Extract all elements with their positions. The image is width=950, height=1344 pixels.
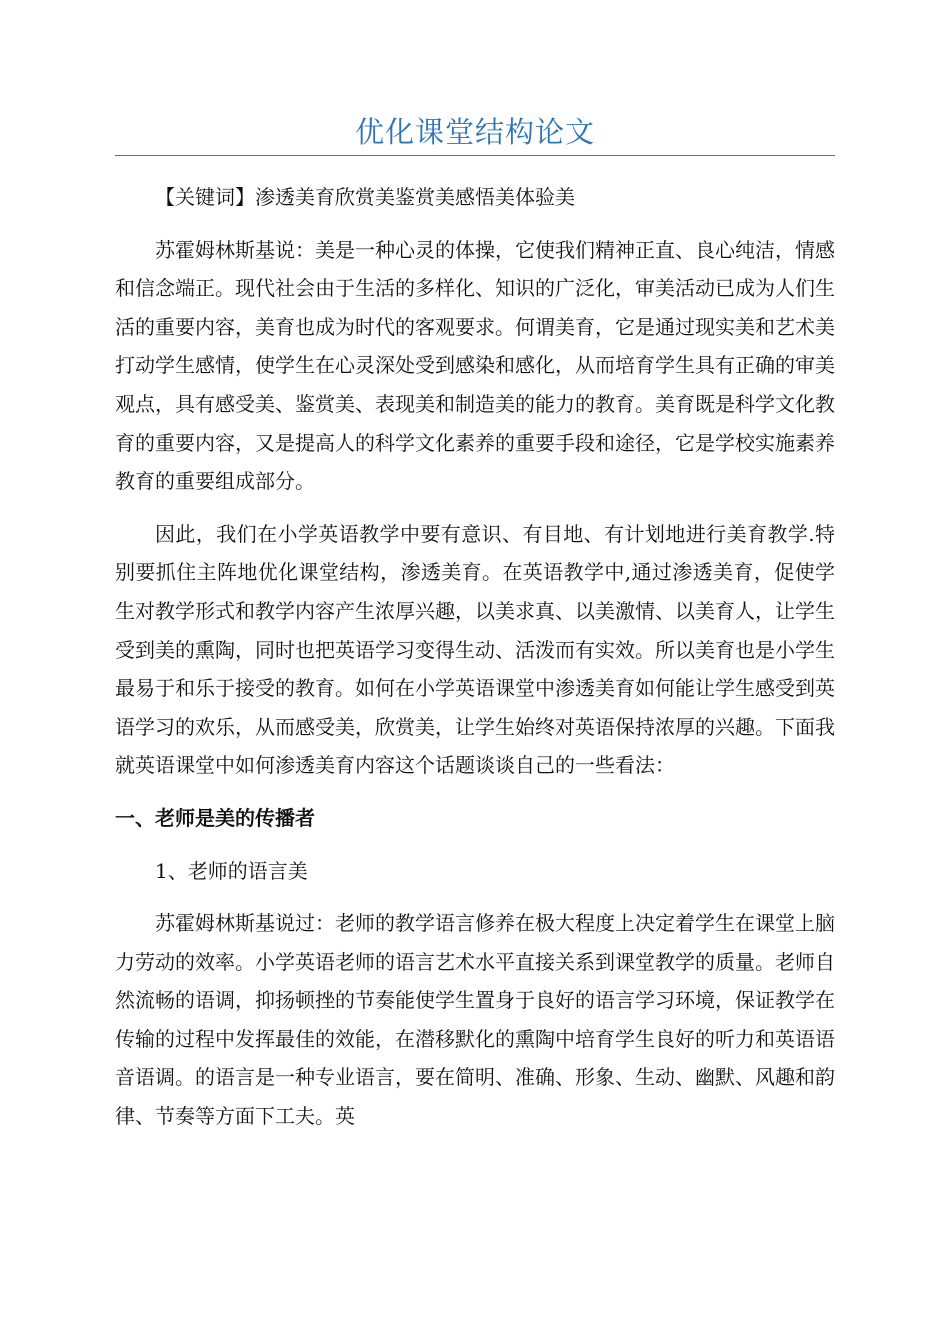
paragraph-gap bbox=[115, 217, 835, 231]
paragraph-gap bbox=[115, 838, 835, 852]
paragraph-gap bbox=[115, 785, 835, 799]
body-paragraph: 苏霍姆林斯基说：美是一种心灵的体操，它使我们精神正直、良心纯洁，情感和信念端正。现代社会由于生活的多样化、知识的广泛化，审美活动已成为人们生活的重要内容，美育也成为时代的客观要求。何谓美育，它是通过现实美和艺术美打动学生感情，使学生在心灵深处受到感染和感化，从而培育学生具有正确的审美观点，具有感受美、鉴赏美、表现美和制造美的能力的教育。美育既是科学文化教育的重要内容，又是提高人的科学文化素养的重要手段和途径，它是学校实施素养教育的重要组成部分。 bbox=[115, 237, 835, 494]
document-body bbox=[115, 178, 835, 1136]
section-heading: 一、老师是美的传播者 bbox=[115, 805, 315, 830]
paragraph-gap bbox=[115, 890, 835, 904]
paragraph-gap bbox=[115, 501, 835, 515]
subsection-heading: 1、老师的语言美 bbox=[155, 858, 308, 883]
body-paragraph: 因此，我们在小学英语教学中要有意识、有目地、有计划地进行美育教学.特别要抓住主阵地优化课堂结构，渗透美育。在英语教学中,通过渗透美育，促使学生对教学形式和教学内容产生浓厚兴趣，以美求真、以美激情、以美育人，让学生受到美的熏陶，同时也把英语学习变得生动、活泼而有实效。所以美育也是小学生最易于和乐于接受的教育。如何在小学英语课堂中渗透美育如何能让学生感受到英语学习的欢乐，从而感受美，欣赏美，让学生始终对英语保持浓厚的兴趣。下面我就英语课堂中如何渗透美育内容这个话题谈谈自己的一些看法： bbox=[115, 521, 835, 778]
document-title: 优化课堂结构论文 bbox=[354, 115, 595, 149]
body-paragraph: 苏霍姆林斯基说过：老师的教学语言修养在极大程度上决定着学生在课堂上脑力劳动的效率。小学英语老师的语言艺术水平直接关系到课堂教学的质量。老师自然流畅的语调，抑扬顿挫的节奏能使学生置身于良好的语言学习环境，保证教学在传输的过程中发挥最佳的效能，在潜移默化的熏陶中培育学生良好的听力和英语语音语调。的语言是一种专业语言，要在简明、准确、形象、生动、幽默、风趣和韵律、节奏等方面下工夫。英 bbox=[115, 911, 835, 1129]
title-underline bbox=[115, 155, 835, 156]
keywords-line: 【关键词】渗透美育欣赏美鉴赏美感悟美体验美 bbox=[155, 185, 575, 209]
